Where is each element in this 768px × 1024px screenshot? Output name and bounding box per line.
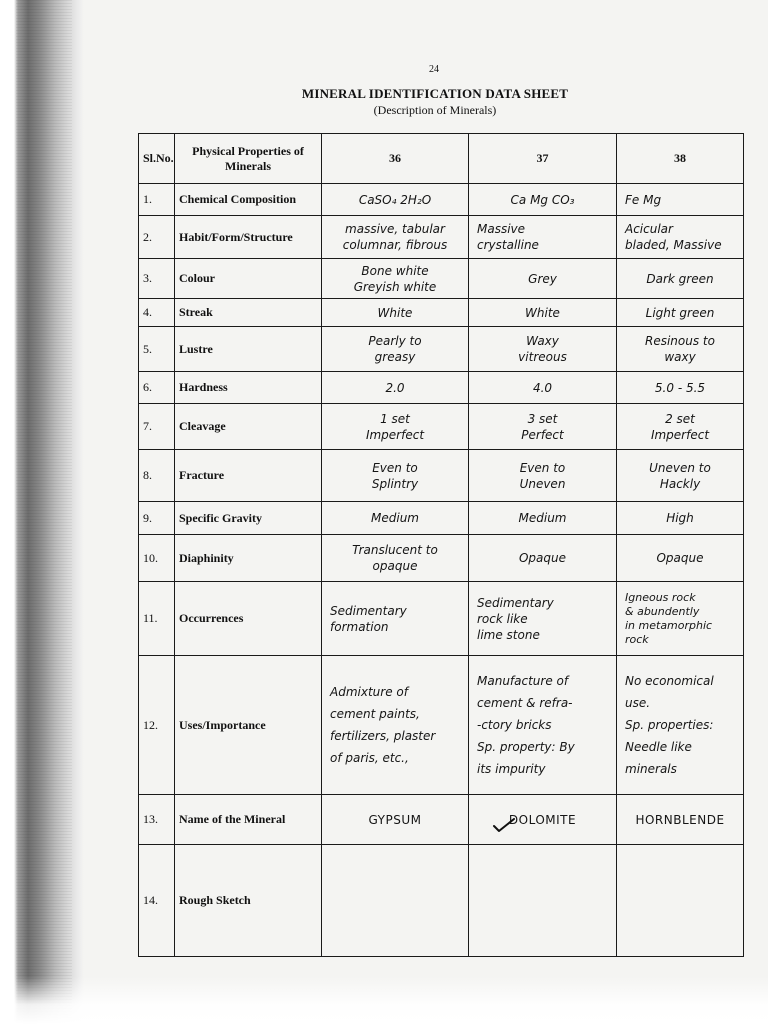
value-cell-37: Medium	[469, 502, 617, 535]
row-number: 1.	[139, 184, 175, 216]
value-cell-38: 2 set Imperfect	[617, 404, 744, 450]
value-cell-36: massive, tabular columnar, fibrous	[322, 216, 469, 259]
header-column-38: 38	[617, 134, 744, 184]
value-cell-38: Resinous to waxy	[617, 327, 744, 372]
table-row	[139, 299, 744, 327]
row-number: 10.	[139, 535, 175, 582]
value-cell-37: DOLOMITE	[469, 795, 617, 845]
row-number: 6.	[139, 372, 175, 404]
value-cell-37: Opaque	[469, 535, 617, 582]
header-sl-no: Sl.No.	[139, 134, 175, 184]
row-number: 4.	[139, 299, 175, 327]
row-number: 3.	[139, 259, 175, 299]
property-name: Uses/Importance	[175, 656, 322, 795]
property-name: Hardness	[175, 372, 322, 404]
table-row	[139, 216, 744, 259]
value-cell-38: Igneous rock & abundently in metamorphic rock	[617, 582, 744, 656]
value-cell-37: Ca Mg CO₃	[469, 184, 617, 216]
value-cell-37: Waxy vitreous	[469, 327, 617, 372]
property-name: Chemical Composition	[175, 184, 322, 216]
value-cell-37: Grey	[469, 259, 617, 299]
value-cell-38: Light green	[617, 299, 744, 327]
property-name: Cleavage	[175, 404, 322, 450]
value-cell-36: GYPSUM	[322, 795, 469, 845]
value-cell-37: 4.0	[469, 372, 617, 404]
property-name: Colour	[175, 259, 322, 299]
value-cell-36: CaSO₄ 2H₂O	[322, 184, 469, 216]
value-cell-36: Medium	[322, 502, 469, 535]
table-row	[139, 845, 744, 957]
table-row	[139, 535, 744, 582]
page-number: 24	[429, 64, 439, 75]
table-row	[139, 795, 744, 845]
row-number: 11.	[139, 582, 175, 656]
value-cell-37: Manufacture of cement & refra- -ctory bricks Sp. property: By its impurity	[469, 656, 617, 795]
value-cell-38: HORNBLENDE	[617, 795, 744, 845]
sheet-subtitle: (Description of Minerals)	[373, 103, 497, 117]
page-bottom-edge	[0, 976, 768, 1024]
row-number: 9.	[139, 502, 175, 535]
value-cell-36: 1 set Imperfect	[322, 404, 469, 450]
row-number: 13.	[139, 795, 175, 845]
value-cell-38: 5.0 - 5.5	[617, 372, 744, 404]
table-header-row	[139, 134, 744, 184]
value-cell-36: Pearly to greasy	[322, 327, 469, 372]
value-cell-36: Sedimentary formation	[322, 582, 469, 656]
value-cell-38: Dark green	[617, 259, 744, 299]
value-cell-38: No economical use. Sp. properties: Needle like minerals	[617, 656, 744, 795]
sheet-title: MINERAL IDENTIFICATION DATA SHEET	[301, 86, 569, 101]
book-binding-shadow	[0, 0, 84, 1024]
row-number: 2.	[139, 216, 175, 259]
table-row	[139, 372, 744, 404]
value-cell-36: Admixture of cement paints, fertilizers, plaster of paris, etc.,	[322, 656, 469, 795]
value-cell-36: Even to Splintry	[322, 450, 469, 502]
property-name: Name of the Mineral	[175, 795, 322, 845]
property-name: Habit/Form/Structure	[175, 216, 322, 259]
header-physical-properties: Physical Properties of Minerals	[175, 134, 322, 184]
value-cell-38: High	[617, 502, 744, 535]
table-row	[139, 450, 744, 502]
table-row	[139, 404, 744, 450]
value-cell-38: Uneven to Hackly	[617, 450, 744, 502]
value-cell-38: Acicular bladed, Massive	[617, 216, 744, 259]
header-column-37: 37	[469, 134, 617, 184]
row-number: 5.	[139, 327, 175, 372]
value-cell-36: 2.0	[322, 372, 469, 404]
value-cell-37: 3 set Perfect	[469, 404, 617, 450]
property-name: Streak	[175, 299, 322, 327]
property-name: Diaphinity	[175, 535, 322, 582]
row-number: 7.	[139, 404, 175, 450]
header-column-36: 36	[322, 134, 469, 184]
sketch-cell-38	[617, 845, 744, 957]
binding-texture	[16, 0, 72, 1024]
row-number: 12.	[139, 656, 175, 795]
mineral-data-table	[138, 133, 744, 957]
value-cell-37: White	[469, 299, 617, 327]
sketch-cell-36	[322, 845, 469, 957]
property-name: Specific Gravity	[175, 502, 322, 535]
table-row	[139, 582, 744, 656]
sketch-cell-37	[469, 845, 617, 957]
check-mark-icon	[492, 818, 516, 832]
table-row	[139, 502, 744, 535]
value-cell-36: Bone white Greyish white	[322, 259, 469, 299]
row-number: 8.	[139, 450, 175, 502]
value-cell-37: Even to Uneven	[469, 450, 617, 502]
table-row	[139, 327, 744, 372]
value-cell-37: Massive crystalline	[469, 216, 617, 259]
property-name: Occurrences	[175, 582, 322, 656]
property-name: Lustre	[175, 327, 322, 372]
property-name: Rough Sketch	[175, 845, 322, 957]
table-row	[139, 184, 744, 216]
row-number: 14.	[139, 845, 175, 957]
table-row	[139, 656, 744, 795]
value-cell-36: Translucent to opaque	[322, 535, 469, 582]
table-row	[139, 259, 744, 299]
property-name: Fracture	[175, 450, 322, 502]
value-cell-38: Fe Mg	[617, 184, 744, 216]
value-cell-36: White	[322, 299, 469, 327]
value-cell-38: Opaque	[617, 535, 744, 582]
value-cell-37: Sedimentary rock like lime stone	[469, 582, 617, 656]
